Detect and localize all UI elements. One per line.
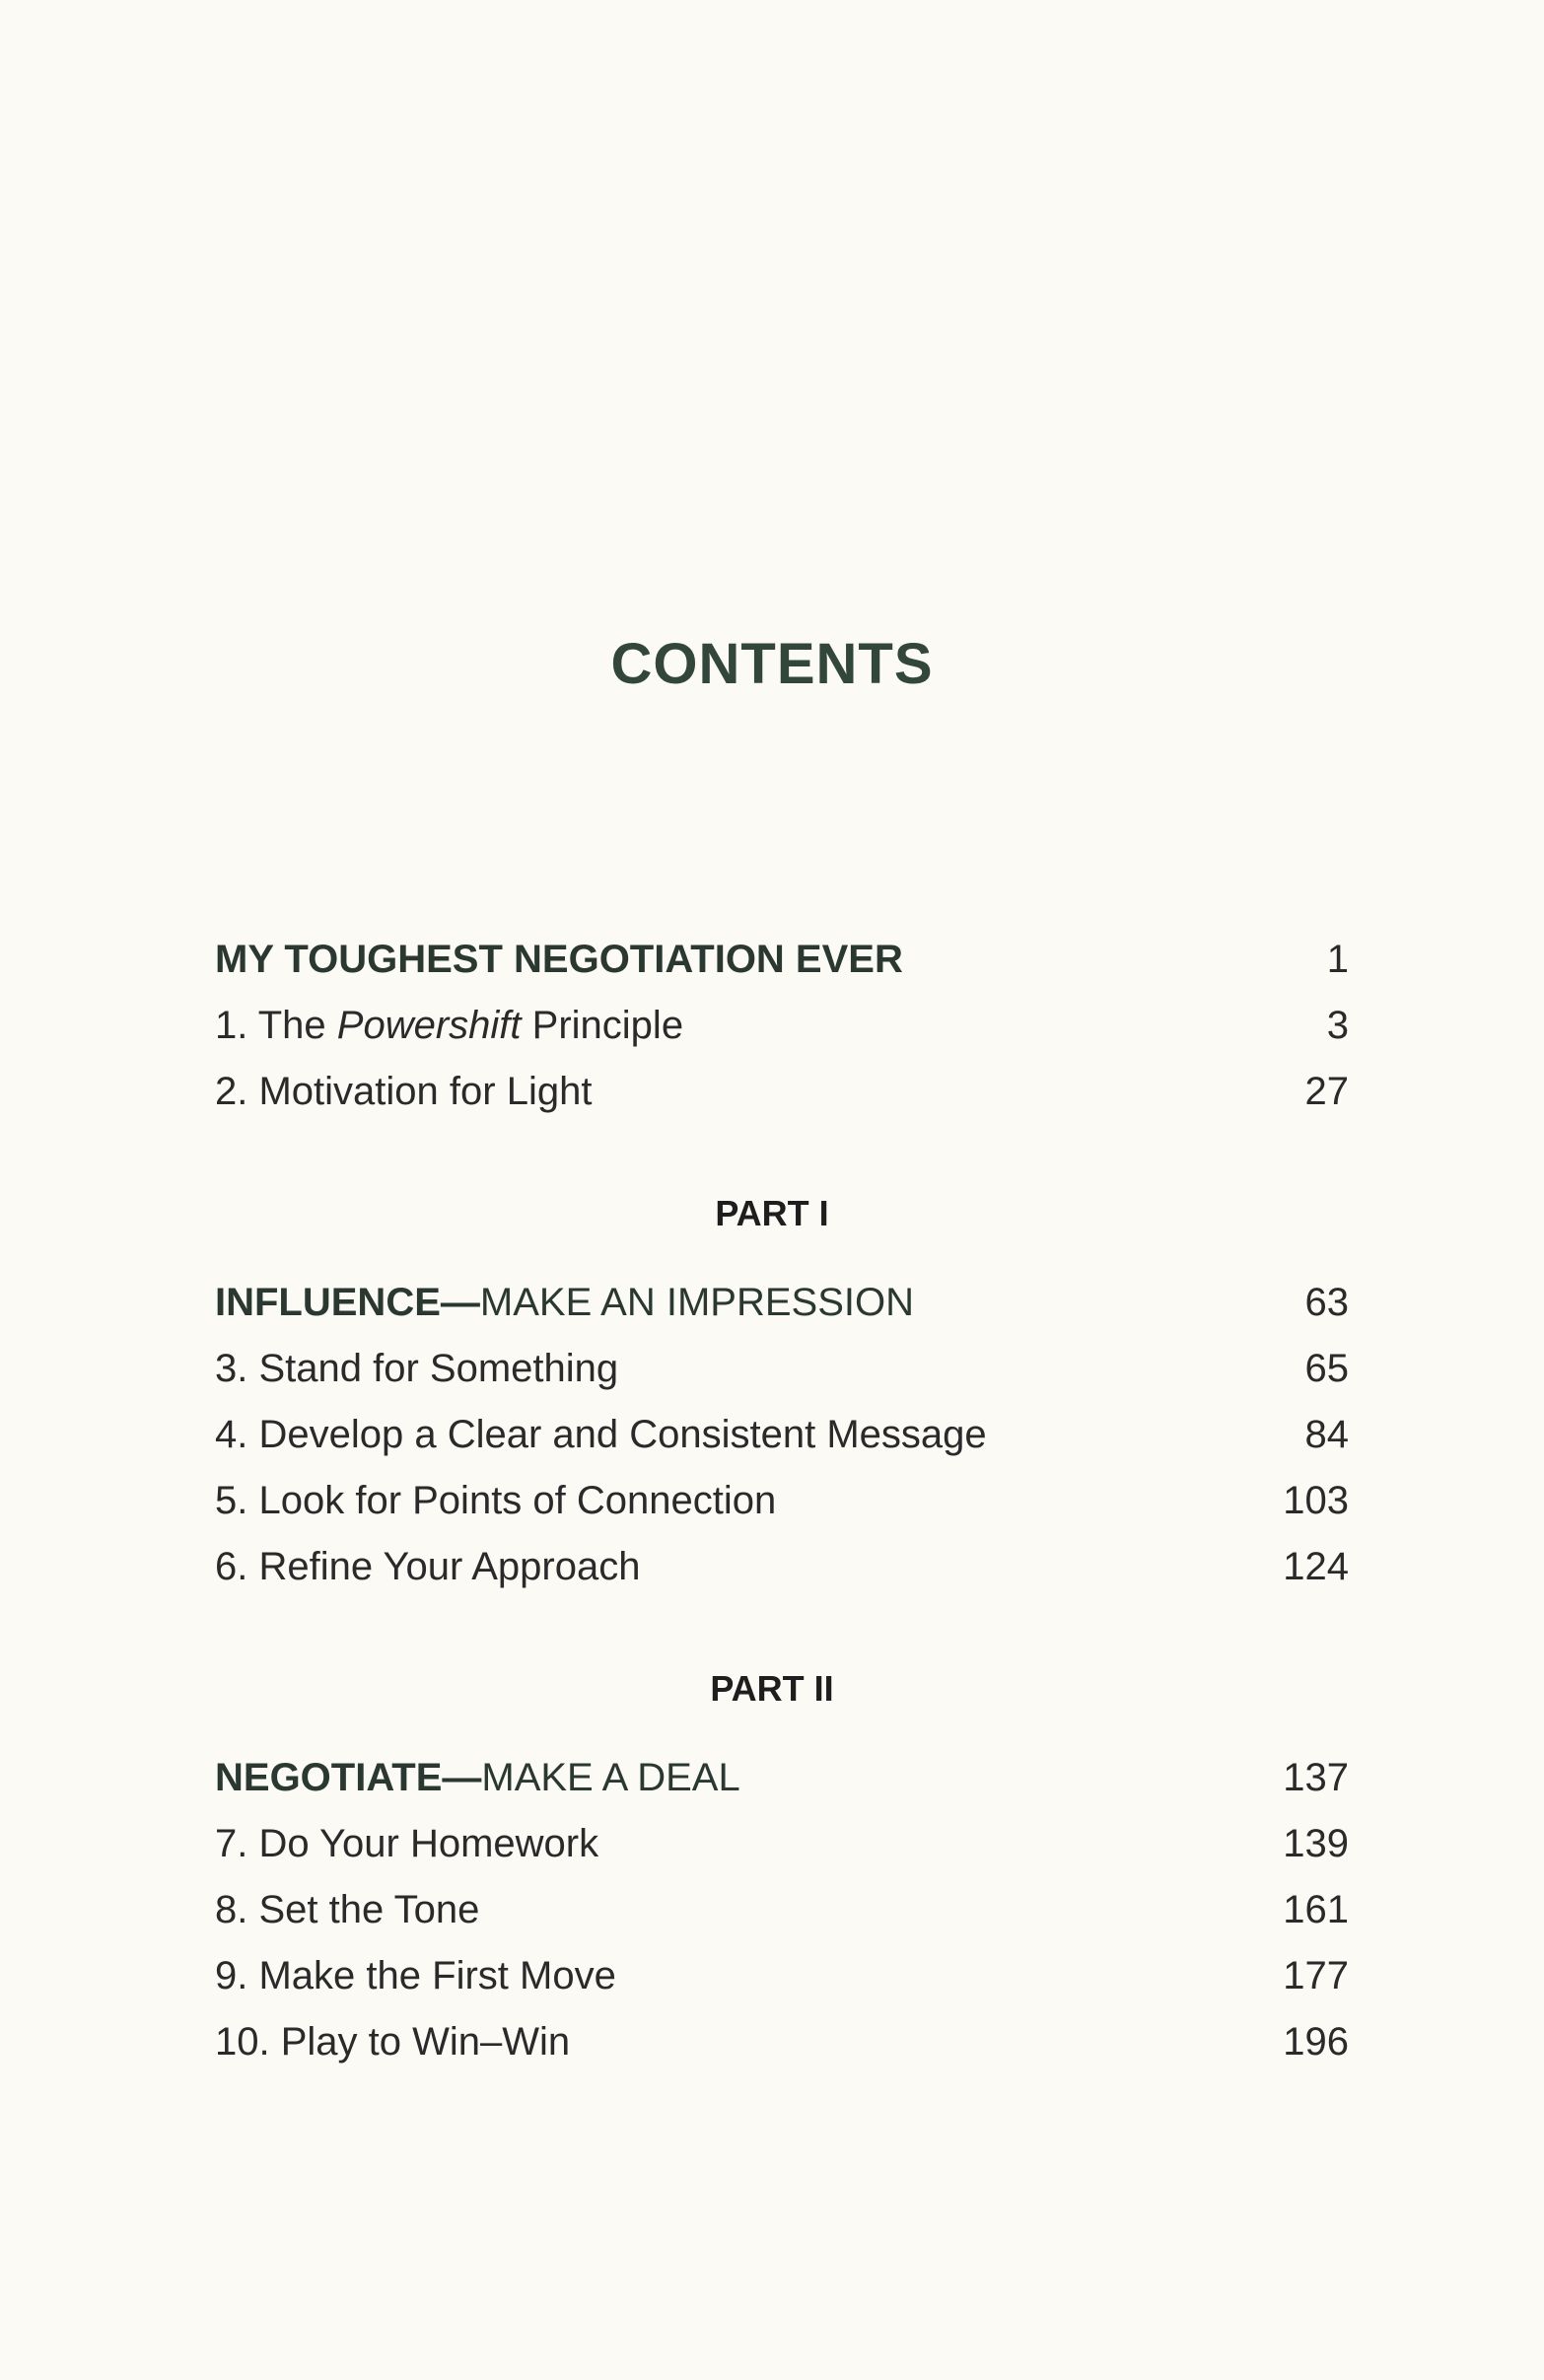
chapter-number: 5. (215, 1479, 248, 1522)
chapter-title-text: Make the First Move (258, 1954, 616, 1997)
chapter-page-number: 196 (1283, 2020, 1349, 2064)
section-title: MY TOUGHEST NEGOTIATION EVER (215, 938, 903, 981)
chapter-number: 7. (215, 1822, 248, 1865)
chapter-title (215, 1811, 598, 1877)
part-label: PART II (710, 1668, 834, 1709)
chapter-title (215, 1877, 479, 1943)
toc-section-intro (215, 927, 1349, 993)
spacer (215, 1125, 1349, 1180)
toc-chapter-row (215, 1811, 1349, 1877)
toc-chapter-row (215, 1877, 1349, 1943)
chapter-title-text: Look for Points of Connection (258, 1479, 777, 1522)
chapter-title-text: Develop a Clear and Consistent Message (258, 1413, 987, 1456)
chapter-number: 2. (215, 1070, 248, 1113)
chapter-title-text: Set the Tone (258, 1888, 480, 1931)
section-page-number: 1 (1326, 938, 1349, 981)
chapter-number: 10. (215, 2020, 270, 2064)
chapter-title (215, 1336, 618, 1402)
chapter-page-number: 84 (1304, 1413, 1349, 1456)
chapter-number: 1. (215, 1004, 248, 1047)
chapter-title-text: Stand for Something (258, 1347, 619, 1390)
chapter-title-text: Do Your Homework (258, 1822, 599, 1865)
section-title (215, 1270, 914, 1336)
chapter-title-pre: The (257, 1004, 337, 1047)
section-title-rest: MAKE AN IMPRESSION (479, 1281, 914, 1324)
chapter-number: 3. (215, 1347, 248, 1390)
section-page-number: 63 (1304, 1281, 1349, 1324)
section-title-rest: MAKE A DEAL (481, 1756, 740, 1799)
toc-section-part1 (215, 1270, 1349, 1336)
table-of-contents (215, 927, 1349, 2075)
chapter-page-number: 3 (1326, 1004, 1349, 1047)
chapter-title-text: Refine Your Approach (258, 1545, 641, 1588)
chapter-title (215, 1402, 987, 1468)
chapter-title-text: Motivation for Light (258, 1070, 593, 1113)
chapter-title-post: Principle (521, 1004, 684, 1047)
chapter-page-number: 177 (1283, 1954, 1349, 1997)
chapter-title (215, 993, 683, 1059)
section-title-bold: INFLUENCE— (215, 1281, 480, 1324)
toc-chapter-row (215, 1943, 1349, 2009)
chapter-number: 9. (215, 1954, 248, 1997)
toc-chapter-row (215, 1468, 1349, 1534)
toc-chapter-row (215, 993, 1349, 1059)
spacer (215, 1600, 1349, 1655)
chapter-title (215, 1943, 616, 2009)
section-title (215, 1745, 740, 1811)
section-page-number: 137 (1283, 1756, 1349, 1799)
part-label: PART I (715, 1193, 829, 1233)
chapter-page-number: 139 (1283, 1822, 1349, 1865)
section-title-bold: NEGOTIATE— (215, 1756, 482, 1799)
chapter-number: 4. (215, 1413, 248, 1456)
chapter-title (215, 1534, 640, 1600)
spacer (215, 1246, 1349, 1270)
toc-chapter-row (215, 1402, 1349, 1468)
chapter-page-number: 103 (1283, 1479, 1349, 1522)
chapter-title-italic: Powershift (336, 1004, 522, 1047)
chapter-page-number: 65 (1304, 1347, 1349, 1390)
toc-section-part2 (215, 1745, 1349, 1811)
chapter-title-text: Play to Win–Win (280, 2020, 571, 2064)
chapter-number: 8. (215, 1888, 248, 1931)
chapter-number: 6. (215, 1545, 248, 1588)
chapter-page-number: 161 (1283, 1888, 1349, 1931)
toc-chapter-row (215, 1059, 1349, 1125)
toc-chapter-row (215, 2009, 1349, 2075)
contents-heading: CONTENTS (610, 632, 934, 696)
toc-chapter-row (215, 1336, 1349, 1402)
chapter-title (215, 1059, 592, 1125)
chapter-title (215, 2009, 570, 2075)
chapter-page-number: 27 (1304, 1070, 1349, 1113)
toc-chapter-row (215, 1534, 1349, 1600)
spacer (215, 1721, 1349, 1745)
chapter-title (215, 1468, 776, 1534)
chapter-page-number: 124 (1283, 1545, 1349, 1588)
